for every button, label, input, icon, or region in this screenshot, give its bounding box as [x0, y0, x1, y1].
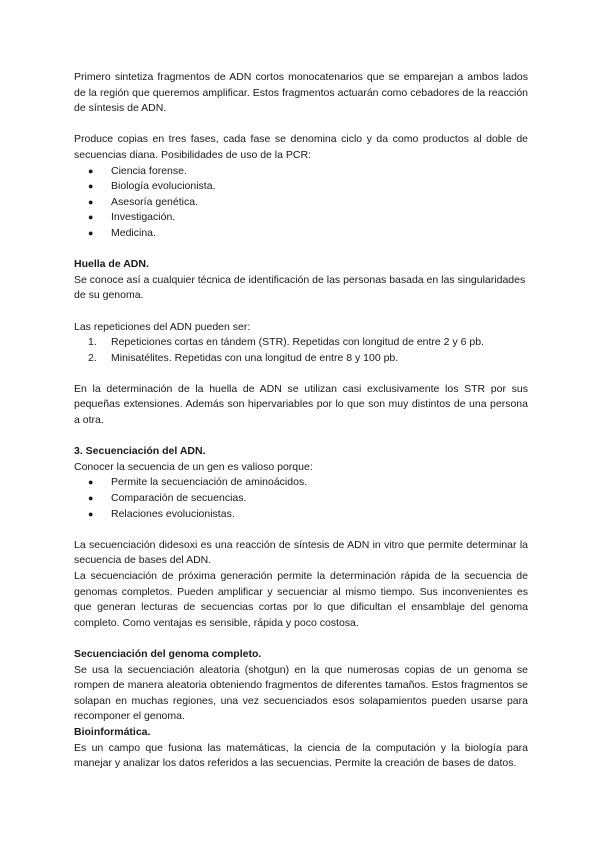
paragraph-didesoxi: La secuenciación didesoxi es una reacción de síntesis de ADN in vitro que permite determinar la secuencia de bases del ADN. — [74, 538, 528, 567]
list-item: ● Comparación de secuencias. — [74, 491, 528, 507]
bullet-icon: ● — [88, 508, 94, 519]
list-item: ● Biología evolucionista. — [74, 179, 528, 195]
bullet-icon: ● — [88, 477, 94, 488]
heading-huella-adn: Huella de ADN. — [74, 258, 149, 271]
paragraph-repeticiones-intro: Las repeticiones del ADN pueden ser: — [74, 320, 251, 333]
list-item: 1. Repeticiones cortas en tándem (STR). Repetidas con longitud de entre 2 y 6 pb. — [74, 335, 528, 351]
heading-bioinformatica: Bioinformática. — [74, 725, 151, 738]
paragraph-pcr-primers: Primero sintetiza fragmentos de ADN cortos monocatenarios que se emparejan a ambos lados de la región que queremos amplificar. Estos fragmentos actuarán como cebadores de la reacción de síntesis de ADN. — [74, 71, 528, 115]
repeticiones-list — [74, 335, 528, 366]
list-item: ● Investigación. — [74, 210, 528, 226]
list-item: ● Asesoría genética. — [74, 195, 528, 211]
heading-genoma-completo: Secuenciación del genoma completo. — [74, 647, 262, 660]
paragraph-bioinformatica: Es un campo que fusiona las matemáticas, la ciencia de la computación y la biología para manejar y analizar los datos referidos a las secuencias. Permite la creación de bases de datos. — [74, 741, 528, 770]
bullet-icon: ● — [88, 493, 94, 504]
list-item: ● Permite la secuenciación de aminoácidos. — [74, 475, 528, 491]
paragraph-pcr-phases: Produce copias en tres fases, cada fase se denomina ciclo y da como productos al doble de secuencias diana. Posibilidades de uso de la PCR: — [74, 133, 528, 161]
paragraph-shotgun: Se usa la secuenciación aleatoria (shotgun) en la que numerosas copias de un genoma se rompen de manera aleatoria obteniendo fragmentos de diferentes tamaños. Estos fragmentos se solapan en muchas regiones, una vez secuenciados esos solapamientos pueden usarse para recomponer el genoma. — [74, 663, 528, 723]
paragraph-str: En la determinación de la huella de ADN se utilizan casi exclusivamente los STR por sus pequeñas extensiones. Además son hipervariables por lo que son muy distintos de una persona a otra. — [74, 382, 528, 427]
bullet-icon: ● — [88, 181, 94, 192]
bullet-icon: ● — [88, 196, 94, 207]
bullet-icon: ● — [88, 212, 94, 223]
heading-secuenciacion: 3. Secuenciación del ADN. — [74, 445, 206, 458]
list-item: 2. Minisatélites. Repetidas con una longitud de entre 8 y 100 pb. — [74, 351, 528, 367]
list-item: ● Ciencia forense. — [74, 164, 528, 180]
paragraph-proxima-generacion: La secuenciación de próxima generación permite la determinación rápida de la secuencia de genomas completos. Pueden amplificar y secuenciar al mismo tiempo. Sus inconvenientes es que generan lecturas de secuencias cortas por lo que dificultan el ensamblaje del genoma completo. Como ventajas es sensible, rápida y poco costosa. — [74, 570, 528, 629]
document-page — [74, 70, 528, 772]
list-number: 1. — [88, 336, 97, 349]
pcr-uses-list — [74, 164, 528, 242]
paragraph-secuencia-intro: Conocer la secuencia de un gen es valioso porque: — [74, 460, 313, 473]
bullet-icon: ● — [88, 227, 94, 238]
paragraph-huella-definition: Se conoce así a cualquier técnica de identificación de las personas basada en las singularidades de su genoma. — [74, 273, 526, 302]
list-number: 2. — [88, 351, 97, 364]
bullet-icon: ● — [88, 165, 94, 176]
secuencia-uses-list — [74, 475, 528, 522]
list-item: ● Medicina. — [74, 226, 528, 242]
list-item: ● Relaciones evolucionistas. — [74, 507, 528, 523]
